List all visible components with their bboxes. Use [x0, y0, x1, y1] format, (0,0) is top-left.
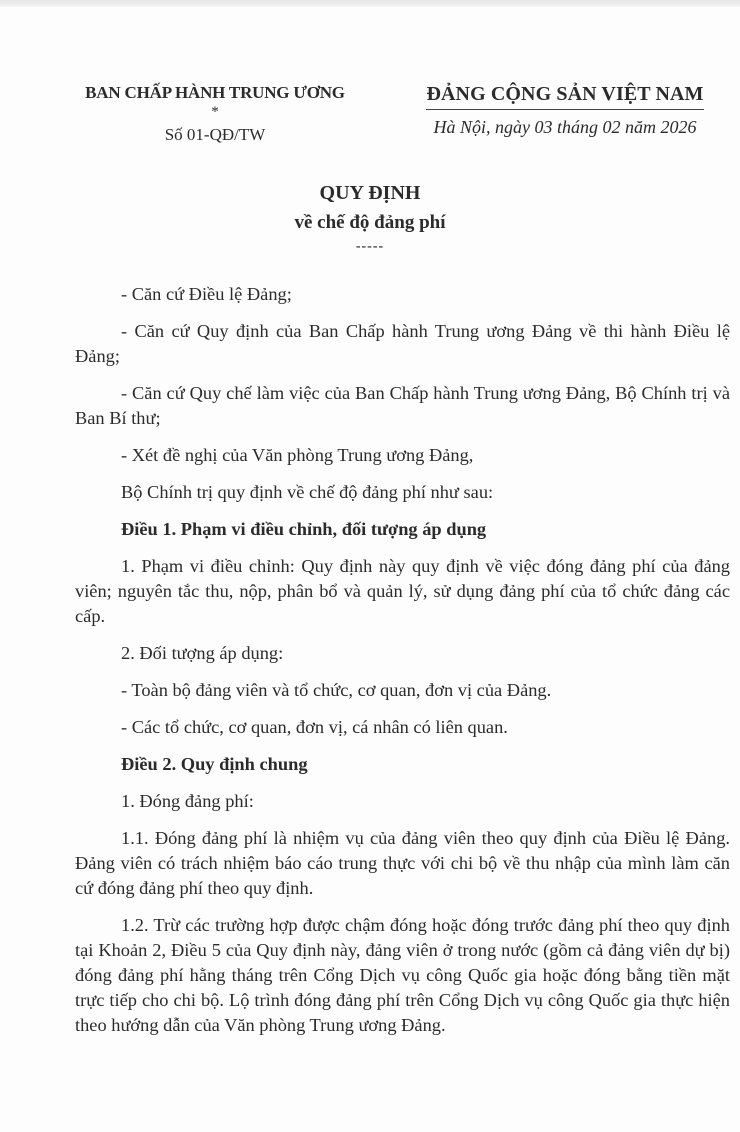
body-paragraph: - Các tổ chức, cơ quan, đơn vị, cá nhân có liên quan.: [121, 717, 508, 737]
issuing-authority: BAN CHẤP HÀNH TRUNG ƯƠNG: [85, 83, 345, 102]
issuing-authority-block: [60, 82, 370, 146]
body-paragraph: 1. Phạm vi điều chỉnh: Quy định này quy định về việc đóng đảng phí của đảng viên; nguyên tắc thu, nộp, phân bổ và quản lý, sử dụng đảng phí của tổ chức đảng các cấp.: [75, 556, 730, 626]
body-paragraph: 1.1. Đóng đảng phí là nhiệm vụ của đảng viên theo quy định của Điều lệ Đảng. Đảng viên có trách nhiệm báo cáo trung thực với chi bộ về thu nhập của mình làm căn cứ đóng đảng phí theo quy định.: [75, 828, 730, 898]
party-name: ĐẢNG CỘNG SẢN VIỆT NAM: [426, 80, 703, 110]
basis-paragraph: - Căn cứ Điều lệ Đảng;: [121, 284, 292, 304]
basis-paragraph: - Xét đề nghị của Văn phòng Trung ương Đảng,: [121, 445, 474, 465]
body-paragraph: 2. Đối tượng áp dụng:: [121, 643, 284, 663]
body-paragraph: - Toàn bộ đảng viên và tổ chức, cơ quan, đơn vị của Đảng.: [121, 680, 552, 700]
body-paragraph: 1. Đóng đảng phí:: [121, 791, 254, 811]
document-subtitle: về chế độ đảng phí: [294, 212, 446, 233]
body-paragraph: 1.2. Trừ các trường hợp được chậm đóng hoặc đóng trước đảng phí theo quy định tại Khoản 2, Điều 5 của Quy định này, đảng viên ở trong nước (gồm cả đảng viên dự bị) đóng đảng phí hằng tháng trên Cổng Dịch vụ công Quốc gia hoặc đóng bằng tiền mặt trực tiếp cho chi bộ. Lộ trình đóng đảng phí trên Cổng Dịch vụ công Quốc gia thực hiện theo hướng dẫn của Văn phòng Trung ương Đảng.: [75, 915, 730, 1035]
title-separator: -----: [355, 239, 385, 254]
star-separator: *: [211, 104, 219, 120]
body-paragraph: Bộ Chính trị quy định về chế độ đảng phí như sau:: [121, 482, 494, 502]
article-heading: Điều 2. Quy định chung: [121, 754, 308, 774]
article-heading: Điều 1. Phạm vi điều chỉnh, đối tượng áp dụng: [121, 519, 487, 539]
national-header-block: [420, 80, 710, 139]
document-title: QUY ĐỊNH: [319, 182, 421, 204]
document-body: [75, 282, 730, 1050]
document-number: Số 01-QĐ/TW: [164, 125, 266, 144]
basis-paragraph: - Căn cứ Quy định của Ban Chấp hành Trung ương Đảng về thi hành Điều lệ Đảng;: [75, 321, 730, 366]
document-title-block: [200, 180, 540, 254]
basis-paragraph: - Căn cứ Quy chế làm việc của Ban Chấp hành Trung ương Đảng, Bộ Chính trị và Ban Bí thư;: [75, 383, 730, 428]
place-date: Hà Nội, ngày 03 tháng 02 năm 2026: [433, 117, 697, 137]
